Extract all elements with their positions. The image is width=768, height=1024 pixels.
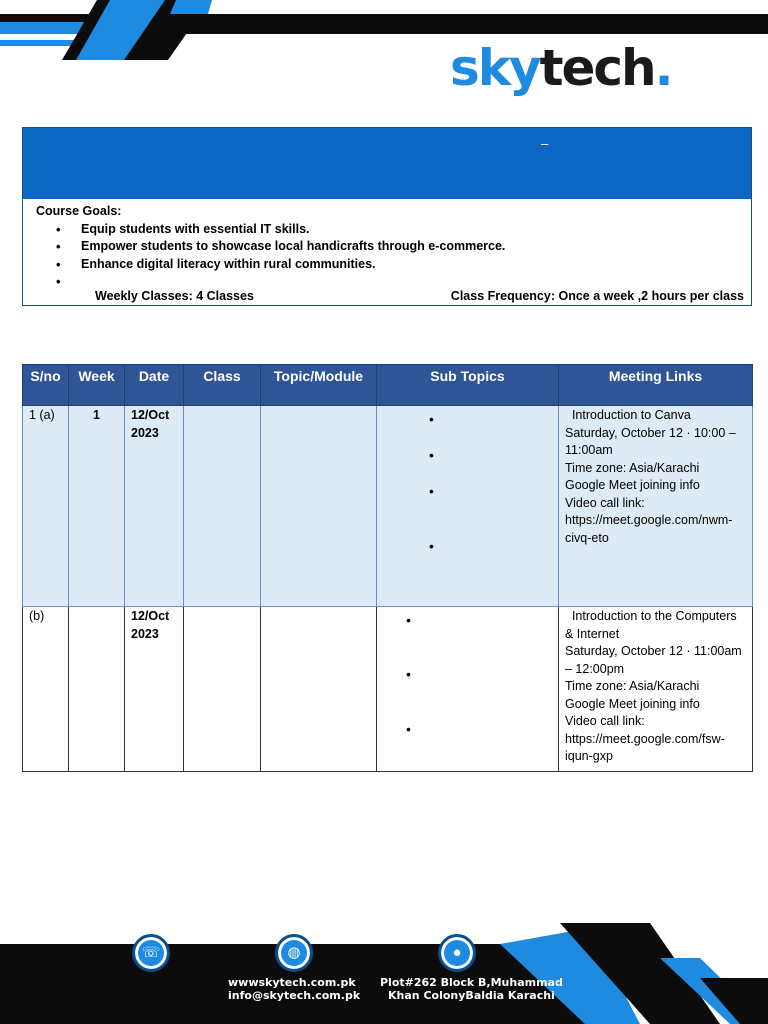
- footer-address-line2: Khan ColonyBaldia Karachi: [388, 989, 555, 1002]
- cell-class: [184, 406, 261, 607]
- goal-item: • Empower students to showcase local handicrafts through e-commerce.: [36, 238, 751, 256]
- footer: [0, 918, 768, 1024]
- cell-date: 12/Oct 2023: [125, 607, 184, 772]
- cell-class: [184, 607, 261, 772]
- footer-address-line1: Plot#262 Block B,Muhammad: [380, 976, 563, 989]
- cell-week: [69, 607, 125, 772]
- cell-meeting-link[interactable]: Introduction to the Computers & Internet Saturday, October 12 · 11:00am – 12:00pm Time zone: Asia/Karachi Google Meet joining info Video call link: https://meet.google.com/fsw-iqun-gxp: [559, 607, 753, 772]
- footer-address: [380, 976, 563, 1002]
- goal-item: • Enhance digital literacy within rural communities.: [36, 256, 751, 274]
- globe-icon: ◍: [275, 934, 313, 972]
- bullet-marker: •: [429, 411, 434, 427]
- class-frequency: Class Frequency: Once a week ,2 hours per class: [450, 289, 744, 303]
- col-header-week: Week: [69, 365, 125, 406]
- cell-sno: (b): [23, 607, 69, 772]
- goal-item: [36, 273, 751, 291]
- bullet-marker: •: [406, 612, 411, 628]
- goals-title: Course Goals:: [36, 204, 122, 218]
- skytech-logo: skytech.: [450, 39, 672, 97]
- sub-topics-bullets: [383, 407, 552, 606]
- table-row: [23, 607, 753, 772]
- phone-icon: ☏: [132, 934, 170, 972]
- location-icon: ●: [438, 934, 476, 972]
- bullet-marker: •: [429, 447, 434, 463]
- cell-meeting-link[interactable]: Introduction to Canva Saturday, October 12 · 10:00 – 11:00am Time zone: Asia/Karachi Google Meet joining info Video call link: https://meet.google.com/nwm-civq-eto: [559, 406, 753, 607]
- col-header-class: Class: [184, 365, 261, 406]
- course-goals: [23, 199, 751, 291]
- footer-email[interactable]: info@skytech.com.pk: [228, 989, 361, 1002]
- footer-decoration: [0, 918, 768, 1024]
- cell-sub-topics: [377, 406, 559, 607]
- table-row: [23, 406, 753, 607]
- goals-list: [36, 221, 751, 291]
- cell-date: 12/Oct 2023: [125, 406, 184, 607]
- weekly-classes: Weekly Classes: 4 Classes: [95, 289, 254, 303]
- cell-sno: 1 (a): [23, 406, 69, 607]
- course-info-box: [22, 127, 752, 306]
- cell-topic: [261, 607, 377, 772]
- banner-mark: –: [541, 136, 549, 151]
- cell-topic: [261, 406, 377, 607]
- footer-contact: [228, 976, 360, 1002]
- cell-sub-topics: [377, 607, 559, 772]
- col-header-topic: Topic/Module: [261, 365, 377, 406]
- col-header-date: Date: [125, 365, 184, 406]
- schedule-table: [22, 364, 753, 772]
- bullet-marker: •: [429, 538, 434, 554]
- col-header-sub-topics: Sub Topics: [377, 365, 559, 406]
- footer-website[interactable]: wwwskytech.com.pk: [228, 976, 356, 989]
- bullet-marker: •: [429, 483, 434, 499]
- bullet-marker: •: [406, 721, 411, 737]
- course-banner: [23, 128, 751, 199]
- goal-item: • Equip students with essential IT skills.: [36, 221, 751, 239]
- col-header-sno: S/no: [23, 365, 69, 406]
- cell-week: 1: [69, 406, 125, 607]
- table-header-row: [23, 365, 753, 406]
- sub-topics-bullets: [383, 608, 552, 771]
- col-header-meeting-links: Meeting Links: [559, 365, 753, 406]
- bullet-marker: •: [406, 666, 411, 682]
